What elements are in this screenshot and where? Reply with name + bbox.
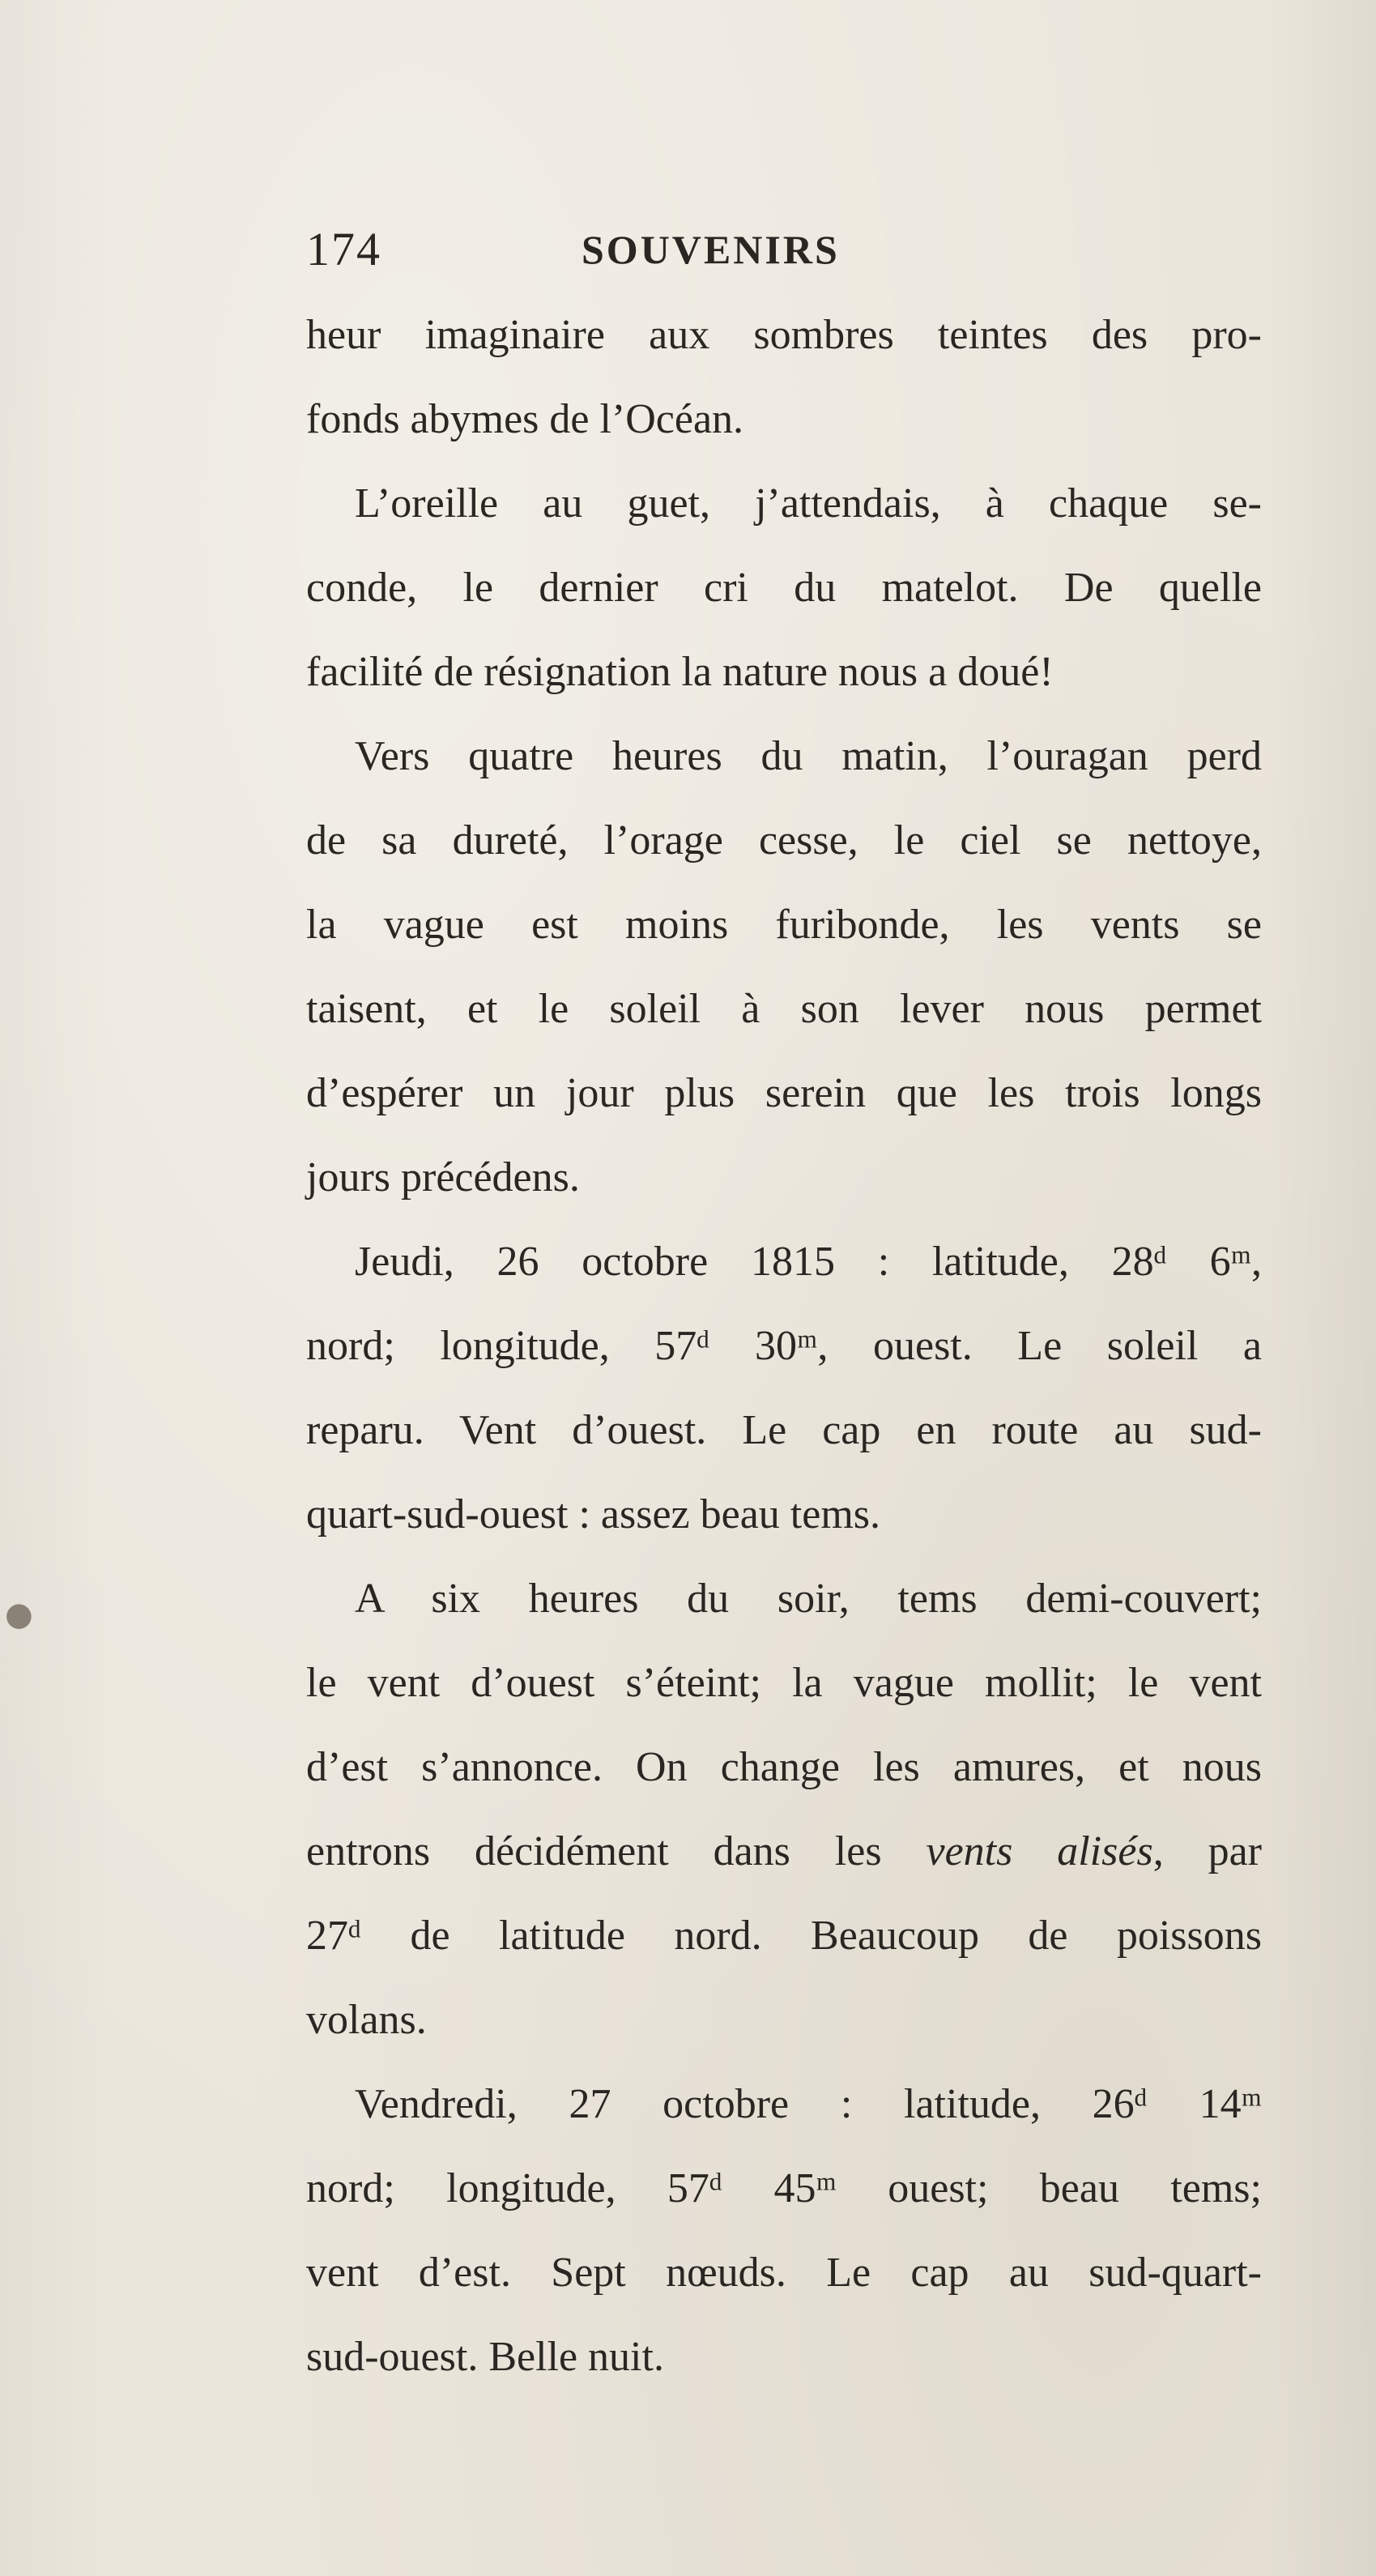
body-text <box>306 293 1262 2399</box>
text-line: de sa dureté, l’orage cesse, le ciel se nettoye, <box>306 817 1262 864</box>
text-line: conde, le dernier cri du matelot. De quelle <box>306 565 1262 611</box>
running-title: SOUVENIRS <box>581 227 840 272</box>
italic-term: vents alisés <box>926 1828 1153 1874</box>
text-line: le vent d’ouest s’éteint; la vague mollit; le vent <box>306 1660 1262 1706</box>
text-line: jours précédens. <box>306 1154 580 1201</box>
text-line: heur imaginaire aux sombres teintes des pro- <box>306 312 1262 358</box>
text-line: facilité de résignation la nature nous a doué! <box>306 649 1054 695</box>
text-line: nord; longitude, 57ᵈ 30ᵐ, ouest. Le soleil a <box>306 1323 1262 1369</box>
text-segment: entrons décidément dans les <box>306 1828 882 1874</box>
text-line: sud-ouest. Belle nuit. <box>306 2334 664 2380</box>
page-number: 174 <box>306 223 381 275</box>
text-line: d’est s’annonce. On change les amures, et nous <box>306 1744 1262 1790</box>
text-line: volans. <box>306 1997 427 2043</box>
text-line: 27ᵈ de latitude nord. Beaucoup de poissons <box>306 1913 1262 1959</box>
text-line: quart-sud-ouest : assez beau tems. <box>306 1491 881 1537</box>
text-line: Vendredi, 27 octobre : latitude, 26ᵈ 14ᵐ <box>355 2081 1262 2127</box>
text-line: A six heures du soir, tems demi-couvert; <box>355 1576 1262 1622</box>
scan-speck: ● <box>5 1596 33 1633</box>
text-line: d’espérer un jour plus serein que les trois longs <box>306 1070 1262 1116</box>
text-line: L’oreille au guet, j’attendais, à chaque se- <box>355 480 1262 527</box>
text-line: reparu. Vent d’ouest. Le cap en route au sud- <box>306 1407 1262 1453</box>
text-line: Jeudi, 26 octobre 1815 : latitude, 28ᵈ 6ᵐ, <box>355 1239 1262 1285</box>
text-line: Vers quatre heures du matin, l’ouragan perd <box>355 733 1262 779</box>
text-line: taisent, et le soleil à son lever nous permet <box>306 986 1262 1032</box>
page-header <box>306 217 986 282</box>
text-line: vent d’est. Sept nœuds. Le cap au sud-quart- <box>306 2250 1262 2296</box>
text-line: fonds abymes de l’Océan. <box>306 396 744 442</box>
text-line: la vague est moins furibonde, les vents se <box>306 902 1262 948</box>
text-line: nord; longitude, 57ᵈ 45ᵐ ouest; beau tems; <box>306 2165 1262 2211</box>
text-line <box>306 1810 1262 1894</box>
text-segment: , par <box>1152 1828 1262 1874</box>
